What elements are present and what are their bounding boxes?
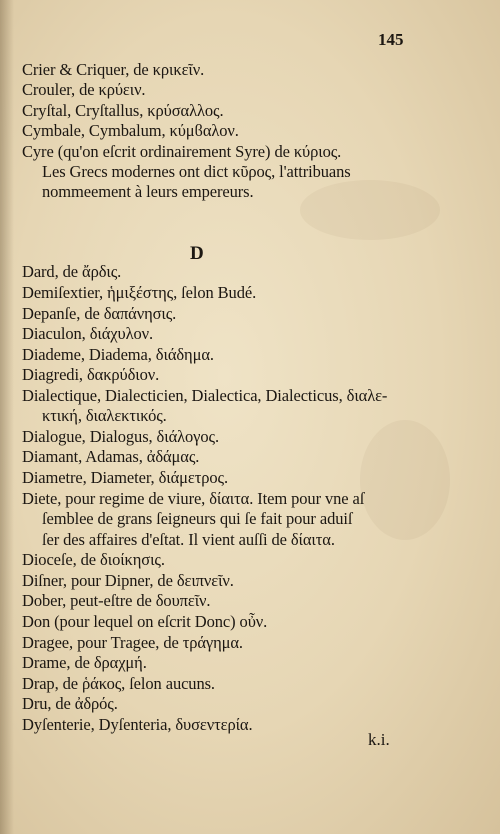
entry-line: Diagredi, δακρύδιον. — [22, 365, 160, 384]
signature-mark: k.i. — [368, 730, 390, 749]
entry-line: Crouler, de κρύειν. — [22, 80, 146, 99]
entry-line: Diete, pour regime de viure, δίαιτα. Item pour vne aſ — [22, 489, 365, 508]
entry-line: Cryſtal, Cryſtallus, κρύσαλλος. — [22, 101, 224, 120]
entry-line: Diamant, Adamas, ἀδάμας. — [22, 447, 200, 466]
entry-line: Dyſenterie, Dyſenteria, δυσεντερία. — [22, 715, 253, 734]
paper-stain — [300, 180, 440, 240]
entry-line: Cymbale, Cymbalum, κύμϐαλον. — [22, 121, 239, 140]
entry-line: Dru, de ἀδρός. — [22, 694, 118, 713]
entry-line: Cyre (qu'on eſcrit ordinairement Syre) de κύριος. — [22, 142, 342, 161]
entry-line: Dragee, pour Tragee, de τράγημα. — [22, 633, 243, 652]
entry-line: Dober, peut-eſtre de δουπεῖν. — [22, 591, 211, 610]
entry-line: nommeement à leurs empereurs. — [42, 182, 254, 201]
entry-line: Drap, de ῥάκος, ſelon aucuns. — [22, 674, 215, 693]
entry-line: Crier & Criquer, de κρικεῖν. — [22, 60, 205, 79]
entry-line: κτική, διαλεκτικός. — [42, 406, 167, 425]
entry-line: ſemblee de grans ſeigneurs qui ſe fait pour aduiſ — [42, 509, 353, 528]
entry-line: Diametre, Diameter, διάμετρος. — [22, 468, 229, 487]
entry-line: Dialectique, Dialecticien, Dialectica, Dialecticus, διαλε- — [22, 386, 388, 405]
entry-line: Depanſe, de δαπάνησις. — [22, 304, 177, 323]
entry-line: Les Grecs modernes ont dict κῦρος, l'attribuans — [42, 162, 351, 181]
entry-line: Demiſextier, ἡμιξέστης, ſelon Budé. — [22, 283, 257, 302]
page-number: 145 — [378, 30, 404, 49]
entry-line: Don (pour lequel on eſcrit Donc) οὖν. — [22, 612, 268, 631]
entry-line: Drame, de δραχμή. — [22, 653, 147, 672]
entry-line: Dard, de ἄρδις. — [22, 262, 122, 281]
entry-line: Dioceſe, de διοίκησις. — [22, 550, 165, 569]
paper-stain — [360, 420, 450, 540]
entry-line: Diaculon, διάχυλον. — [22, 324, 154, 343]
page-gutter-shadow — [0, 0, 14, 834]
section-letter: D — [190, 243, 204, 264]
entry-line: Dialogue, Dialogus, διάλογος. — [22, 427, 219, 446]
entry-line: ſer des affaires d'eſtat. Il vient auſſi de δίαιτα. — [42, 530, 335, 549]
entry-line: Diſner, pour Dipner, de δειπνεῖν. — [22, 571, 234, 590]
entry-line: Diademe, Diadema, διάδημα. — [22, 345, 214, 364]
